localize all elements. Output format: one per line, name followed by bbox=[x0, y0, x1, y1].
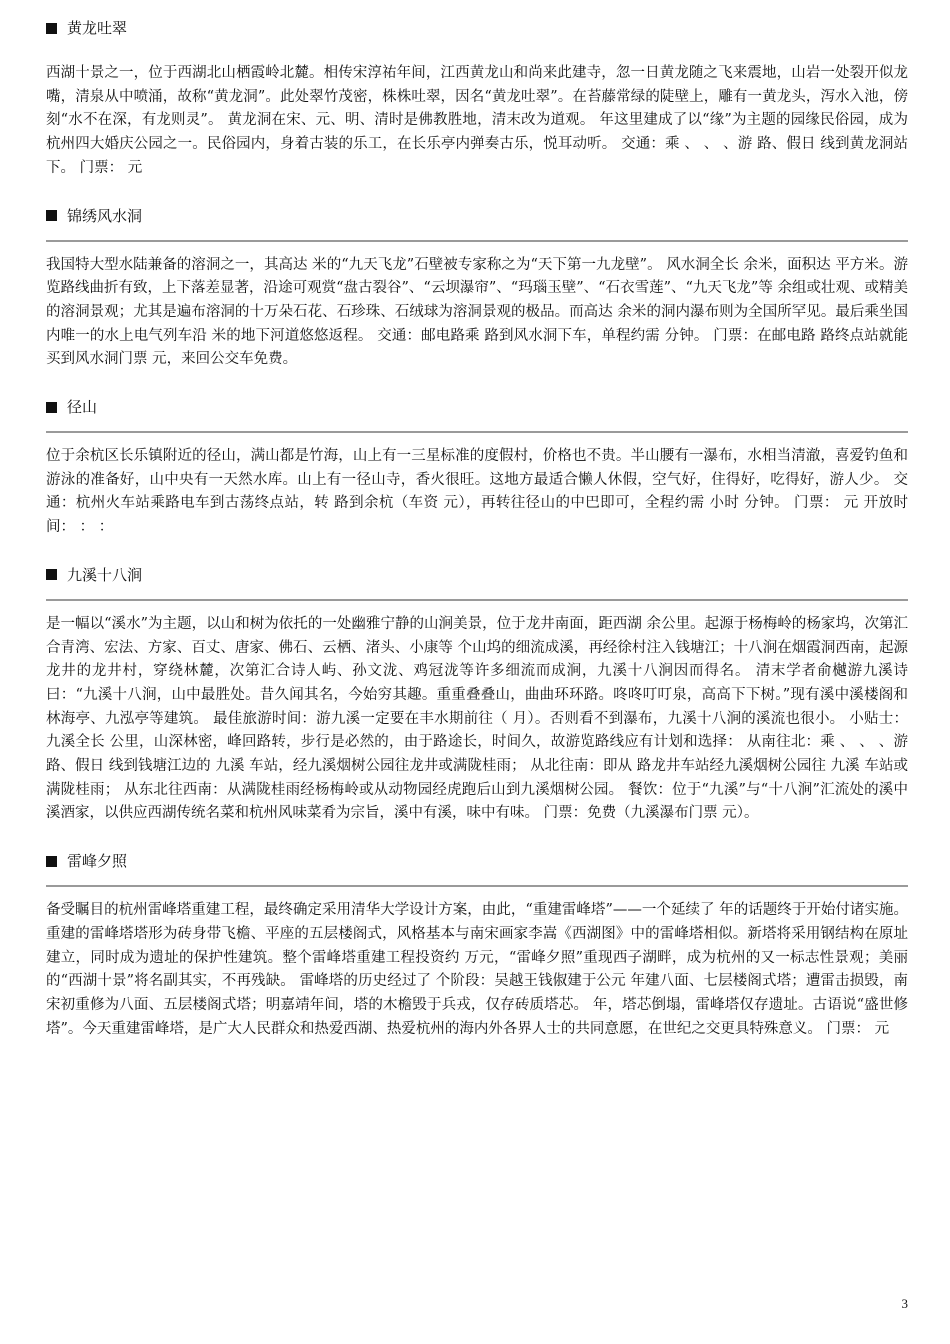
bullet-square-icon bbox=[46, 569, 57, 580]
bullet-square-icon bbox=[46, 210, 57, 221]
section-title: 九溪十八涧 bbox=[67, 565, 143, 584]
section-huanglong bbox=[46, 18, 908, 181]
section-title: 雷峰夕照 bbox=[67, 852, 128, 871]
section-heading bbox=[46, 397, 908, 417]
section-body: 西湖十景之一，位于西湖北山栖霞岭北麓。相传宋淳祐年间，江西黄龙山和尚来此建寺，忽一日黄龙随之飞来震地，山岩一处裂开似龙嘴，清泉从中喷涌，故称“黄龙洞”。此处翠竹茂密，株株吐翠，因名“黄龙吐翠”。在苔藤常绿的陡壁上，雕有一黄龙头，泻水入池，傍刻“水不在深，有龙则灵”。 黄龙洞在宋、元、明、清时是佛教胜地，清末改为道观。 年这里建成了以“缘”为主题的园缘民俗园，成为杭州四大婚庆公园之一。民俗园内，身着古装的乐工，在长乐亭内弹奏古乐，悦耳动听。 交通：乘 、 、 、游 路、假日 线到黄龙洞站下。 门票： 元 bbox=[46, 65, 908, 176]
section-heading bbox=[46, 851, 908, 871]
section-body: 是一幅以“溪水”为主题，以山和树为依托的一处幽雅宁静的山涧美景，位于龙井南面，距西湖 余公里。起源于杨梅岭的杨家坞，次第汇合青湾、宏法、方家、百丈、唐家、佛石、云栖、渚头、小康等 个山坞的细流成溪，再经徐村注入钱塘江；十八涧在烟霞洞西南，起源龙井的龙井村，穿绕林麓，次第汇合诗人屿、孙文泷、鸡冠泷等许多细流而成涧，九溪十八涧因而得名。 清末学者俞樾游九溪诗曰：“九溪十八涧，山中最胜处。昔久闻其名，今始穷其趣。重重叠叠山，曲曲环环路。咚咚叮叮泉，高高下下树。”现有溪中溪楼阁和林海亭、九泓亭等建筑。 最佳旅游时间：游九溪一定要在丰水期前往（ 月）。否则看不到瀑布，九溪十八涧的溪流也很小。 小贴士：九溪全长 公里，山深林密，峰回路转，步行是必然的，由于路途长，时间久，故游览路线应有计划和选择： 从南往北：乘 、 、 、游 路、假日 线到钱塘江边的 九溪 车站，经九溪烟树公园往龙井或满陇桂雨； 从北往南：即从 路龙井车站经九溪烟树公园往 九溪 车站或满陇桂雨； 从东北往西南：从满陇桂雨经杨梅岭或从动物园经虎跑后山到九溪烟树公园。 餐饮：位于“九溪”与“十八涧”汇流处的溪中溪酒家，以供应西湖传统名菜和杭州风味菜肴为宗旨，溪中有溪，味中有味。 门票：免费（九溪瀑布门票 元）。 bbox=[46, 615, 908, 822]
section-divider bbox=[46, 431, 908, 433]
section-divider bbox=[46, 240, 908, 242]
section-heading bbox=[46, 206, 908, 226]
bullet-square-icon bbox=[46, 23, 57, 34]
bullet-square-icon bbox=[46, 856, 57, 867]
section-title: 黄龙吐翠 bbox=[67, 19, 128, 37]
section-body: 我国特大型水陆兼备的溶洞之一，其高达 米的“九天飞龙”石壁被专家称之为“天下第一九龙壁”。 风水洞全长 余米，面积达 平方米。游览路线曲折有致，上下落差显著，沿途可观赏“盘古裂谷”、“云坝瀑帘”、“玛瑙玉壁”、“石衣雪莲”、“九天飞龙”等 余组或壮观、或精美的溶洞景观；尤其是遍布溶洞的十万朵石花、石珍珠、石绒球为溶洞景观的极品。而高达 余米的洞内瀑布则为全国所罕见。最后乘坐国内唯一的水上电气列车沿 米的地下河道悠悠返程。 交通：邮电路乘 路到风水洞下车，单程约需 分钟。 门票：在邮电路 路终点站就能买到风水洞门票 元，来回公交车免费。 bbox=[46, 256, 908, 368]
section-divider bbox=[46, 885, 908, 887]
section-leifeng bbox=[46, 851, 908, 1041]
section-title: 径山 bbox=[67, 398, 98, 417]
section-body: 备受瞩目的杭州雷峰塔重建工程，最终确定采用清华大学设计方案，由此，“重建雷峰塔”——一个延续了 年的话题终于开始付诸实施。 重建的雷峰塔塔形为砖身带飞檐、平座的五层楼阁式，风格基本与南宋画家李嵩《西湖图》中的雷峰塔相似。新塔将采用钢结构在原址建立，同时成为遗址的保护性建筑。整个雷峰塔重建工程投资约 万元，“雷峰夕照”重现西子湖畔，成为杭州的又一标志性景观；美丽的“西湖十景”将名副其实，不再残缺。 雷峰塔的历史经过了 个阶段：吴越王钱俶建于公元 年建八面、七层楼阁式塔；遭雷击损毁，南宋初重修为八面、五层楼阁式塔；明嘉靖年间，塔的木檐毁于兵戎，仅存砖质塔芯。 年，塔芯倒塌，雷峰塔仅存遗址。古语说“盛世修塔”。今天重建雷峰塔，是广大人民群众和热爱西湖、热爱杭州的海内外各界人士的共同意愿，在世纪之交更具特殊意义。 门票： 元 bbox=[46, 902, 908, 1037]
section-heading bbox=[46, 565, 908, 585]
section-title: 锦绣风水洞 bbox=[67, 206, 143, 225]
section-jiuxi bbox=[46, 565, 908, 826]
section-fengshuidong bbox=[46, 206, 908, 373]
bullet-square-icon bbox=[46, 402, 57, 413]
section-heading bbox=[46, 18, 908, 38]
section-divider bbox=[46, 599, 908, 601]
page-number: 3 bbox=[901, 1296, 908, 1311]
section-body: 位于余杭区长乐镇附近的径山，满山都是竹海，山上有一三星标准的度假村，价格也不贵。半山腰有一瀑布，水相当清澈，喜爱钓鱼和游泳的准备好，山中央有一天然水库。山上有一径山寺，香火很旺。这地方最适合懒人休假，空气好，住得好，吃得好，游人少。 交通：杭州火车站乘路电车到古荡终点站，转 路到余杭（车资 元），再转往径山的中巴即可，全程约需 小时 分钟。 门票： 元 开放时间： ： ： bbox=[46, 448, 908, 536]
section-jingshan bbox=[46, 397, 908, 540]
document-page bbox=[46, 18, 908, 1066]
